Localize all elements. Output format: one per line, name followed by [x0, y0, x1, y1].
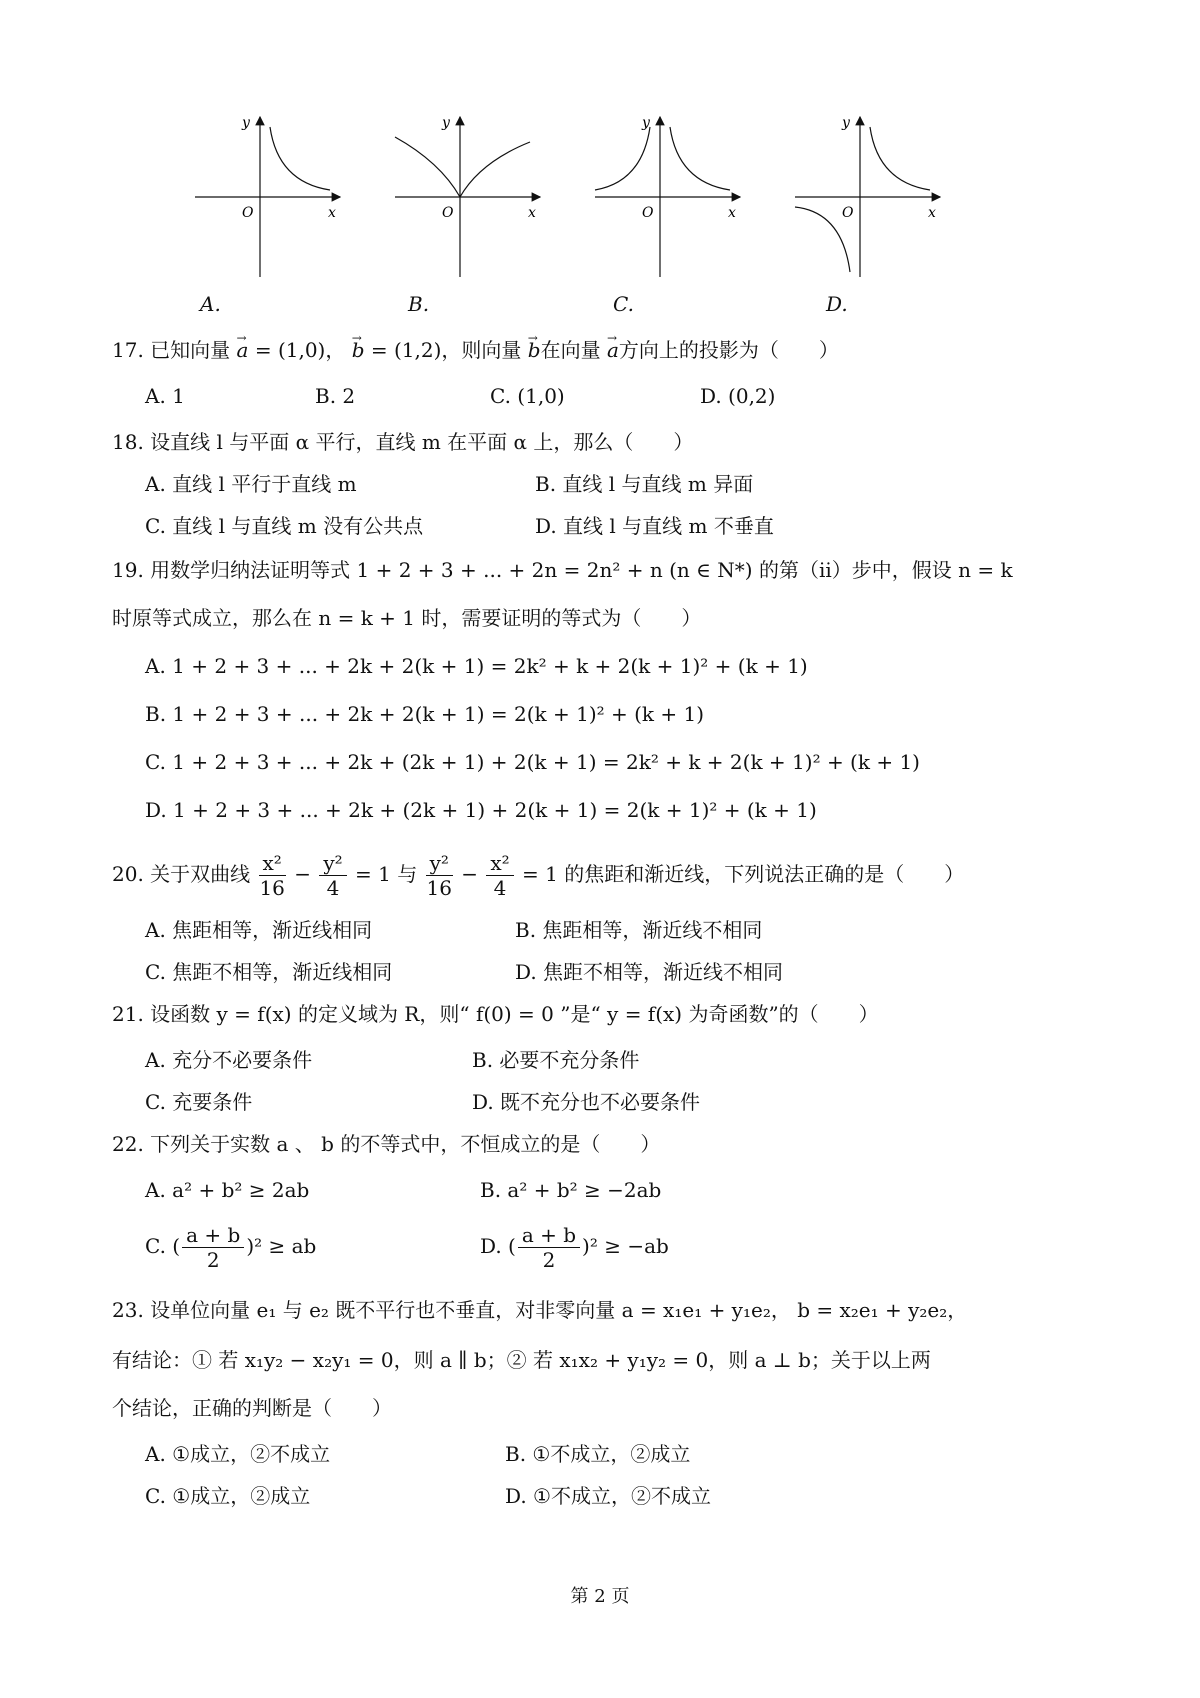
question-21 — [112, 1000, 879, 1028]
option-text: D. ( — [480, 1234, 516, 1258]
question-text: 设单位向量 e₁ 与 e₂ 既不平行也不垂直，对非零向量 a = x₁e₁ + y₁e₂， b = x₂e₁ + y₂e₂， — [150, 1298, 968, 1322]
vector-b: → b — [528, 336, 541, 364]
vector-b: → b — [352, 336, 365, 364]
fraction: $\frac{a + b}{2}$ — [182, 1223, 244, 1272]
option-text: )² ≥ ab — [246, 1234, 317, 1258]
question-text: = (1,2)，则向量 — [364, 338, 522, 362]
vector-a: → a — [607, 336, 619, 364]
question-number: 18. — [112, 430, 144, 454]
question-19-cont: 时原等式成立，那么在 n = k + 1 时，需要证明的等式为（ ） — [112, 606, 702, 630]
option-c[interactable]: C. ①成立，②成立 — [145, 1484, 311, 1508]
axis-y-label: y — [642, 115, 650, 131]
answer-graphs — [190, 112, 1030, 316]
option-a[interactable]: A. 1 + 2 + 3 + ... + 2k + 2(k + 1) = 2k² + k + 2(k + 1)² + (k + 1) — [145, 654, 808, 678]
option-c[interactable] — [145, 1220, 316, 1272]
page-number: 第 2 页 — [570, 1586, 630, 1607]
option-text: C. ( — [145, 1234, 181, 1258]
graph-c-label: C. — [613, 292, 634, 316]
origin-label: O — [442, 205, 454, 221]
graph-b-label: B. — [408, 292, 430, 316]
question-number: 20. — [112, 862, 144, 886]
option-b[interactable]: B. 2 — [315, 384, 356, 408]
axis-x-label: x — [528, 205, 536, 221]
option-d[interactable]: D. 焦距不相等，渐近线不相同 — [515, 960, 784, 984]
graph-b — [390, 112, 560, 282]
axis-x-label: x — [928, 205, 936, 221]
option-a[interactable]: A. 直线 l 平行于直线 m — [145, 472, 357, 496]
question-text: 方向上的投影为（ ） — [618, 338, 839, 362]
fraction: $\frac{a + b}{2}$ — [518, 1223, 580, 1272]
fraction: $\frac{\text{x²}}{4}$ — [486, 851, 513, 900]
axis-y-label: y — [442, 115, 450, 131]
minus-sign: − — [461, 862, 479, 886]
question-text: 关于双曲线 — [150, 862, 251, 886]
question-number: 23. — [112, 1298, 144, 1322]
question-number: 17. — [112, 338, 144, 362]
axis-x-label: x — [728, 205, 736, 221]
option-d[interactable]: D. 直线 l 与直线 m 不垂直 — [535, 514, 774, 538]
question-number: 19. — [112, 558, 144, 582]
graph-d-label: D. — [826, 292, 848, 316]
axis-x-label: x — [328, 205, 336, 221]
option-a[interactable]: A. 焦距相等，渐近线相同 — [145, 918, 373, 942]
question-text: = 1 的焦距和渐近线，下列说法正确的是（ ） — [522, 862, 965, 886]
graph-c — [590, 112, 760, 282]
fraction: $\frac{\text{x²}}{16}$ — [259, 851, 285, 900]
option-c[interactable]: C. 焦距不相等，渐近线相同 — [145, 960, 393, 984]
axis-y-label: y — [242, 115, 250, 131]
question-text: 在向量 — [540, 338, 601, 362]
option-text: )² ≥ −ab — [582, 1234, 669, 1258]
question-text: 用数学归纳法证明等式 1 + 2 + 3 + ... + 2n = 2n² + n (n ∈ N*) 的第（ii）步中，假设 n = k — [150, 558, 1013, 582]
option-d[interactable]: D. ①不成立，②不成立 — [505, 1484, 711, 1508]
question-number: 22. — [112, 1132, 144, 1156]
option-b[interactable]: B. 直线 l 与直线 m 异面 — [535, 472, 754, 496]
question-19 — [112, 556, 1013, 584]
option-b[interactable]: B. ①不成立，②成立 — [505, 1442, 691, 1466]
graph-a-label: A. — [200, 292, 221, 316]
question-text: = (1,0)， — [248, 338, 346, 362]
origin-label: O — [842, 205, 854, 221]
question-22 — [112, 1130, 660, 1158]
option-c[interactable]: C. 直线 l 与直线 m 没有公共点 — [145, 514, 424, 538]
option-c[interactable]: C. (1,0) — [490, 384, 565, 408]
question-text: = 1 与 — [355, 862, 418, 886]
option-a[interactable]: A. ①成立，②不成立 — [145, 1442, 331, 1466]
option-b[interactable]: B. a² + b² ≥ −2ab — [480, 1178, 662, 1202]
question-20 — [112, 848, 964, 900]
question-23-cont: 个结论，正确的判断是（ ） — [112, 1396, 392, 1420]
origin-label: O — [242, 205, 254, 221]
question-18 — [112, 428, 693, 456]
origin-label: O — [642, 205, 654, 221]
graph-d — [790, 112, 960, 282]
option-a[interactable]: A. 充分不必要条件 — [145, 1048, 313, 1072]
option-b[interactable]: B. 1 + 2 + 3 + ... + 2k + 2(k + 1) = 2(k + 1)² + (k + 1) — [145, 702, 705, 726]
option-b[interactable]: B. 焦距相等，渐近线不相同 — [515, 918, 763, 942]
axis-y-label: y — [842, 115, 850, 131]
question-23 — [112, 1296, 967, 1324]
option-c[interactable]: C. 1 + 2 + 3 + ... + 2k + (2k + 1) + 2(k + 1) = 2k² + k + 2(k + 1)² + (k + 1) — [145, 750, 920, 774]
question-text: 已知向量 — [150, 338, 231, 362]
option-a[interactable]: A. 1 — [145, 384, 185, 408]
vector-a: → a — [237, 336, 249, 364]
question-text: 设函数 y = f(x) 的定义域为 R，则“ f(0) = 0 ”是“ y = f(x) 为奇函数”的（ ） — [150, 1002, 879, 1026]
question-17 — [112, 336, 839, 364]
option-b[interactable]: B. 必要不充分条件 — [472, 1048, 640, 1072]
option-d[interactable]: D. 1 + 2 + 3 + ... + 2k + (2k + 1) + 2(k + 1) = 2(k + 1)² + (k + 1) — [145, 798, 817, 822]
option-d[interactable] — [480, 1220, 669, 1272]
question-23-cont: 有结论：① 若 x₁y₂ − x₂y₁ = 0，则 a ∥ b；② 若 x₁x₂ + y₁y₂ = 0，则 a ⊥ b；关于以上两 — [112, 1348, 931, 1372]
option-c[interactable]: C. 充要条件 — [145, 1090, 253, 1114]
question-number: 21. — [112, 1002, 144, 1026]
question-text: 下列关于实数 a 、 b 的不等式中，不恒成立的是（ ） — [150, 1132, 661, 1156]
graph-a — [190, 112, 360, 282]
minus-sign: − — [294, 862, 311, 886]
question-text: 设直线 l 与平面 α 平行，直线 m 在平面 α 上，那么（ ） — [150, 430, 694, 454]
option-d[interactable]: D. 既不充分也不必要条件 — [472, 1090, 701, 1114]
fraction: $\frac{\text{y²}}{16}$ — [426, 851, 452, 900]
option-a[interactable]: A. a² + b² ≥ 2ab — [145, 1178, 310, 1202]
fraction: $\frac{\text{y²}}{4}$ — [319, 851, 346, 900]
option-d[interactable]: D. (0,2) — [700, 384, 776, 408]
